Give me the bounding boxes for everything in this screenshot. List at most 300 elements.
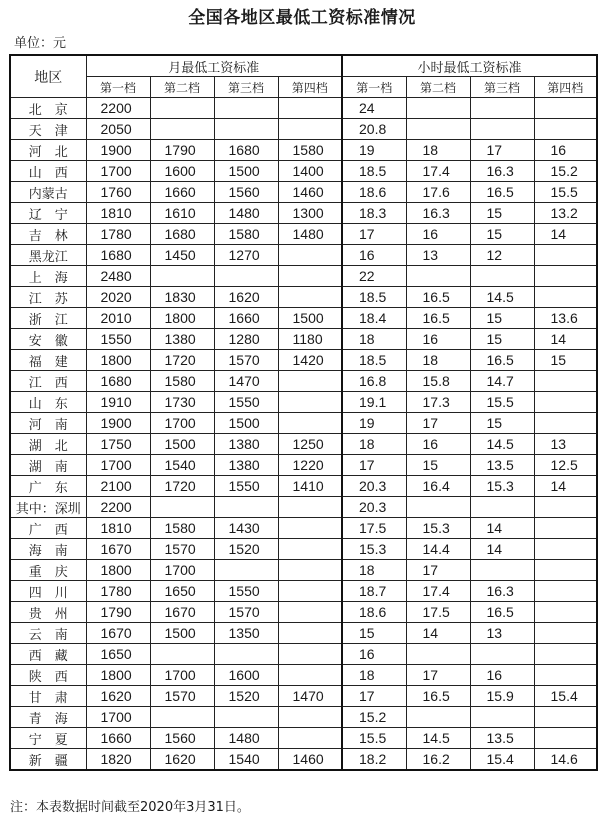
region-cell: 广 东 xyxy=(10,476,86,497)
hourly-tier-4-cell xyxy=(534,413,597,434)
hourly-tier-1-cell: 17 xyxy=(342,224,406,245)
table-row xyxy=(10,644,597,665)
region-cell: 天 津 xyxy=(10,119,86,140)
monthly-tier-4-cell: 1420 xyxy=(278,350,342,371)
hourly-tier-3-cell: 15.9 xyxy=(470,686,534,707)
hourly-tier-3-cell: 16.5 xyxy=(470,182,534,203)
monthly-tier-1-cell: 1910 xyxy=(86,392,150,413)
hourly-tier-3-cell: 16.5 xyxy=(470,602,534,623)
table-row xyxy=(10,98,597,119)
hourly-tier-1-cell: 18 xyxy=(342,434,406,455)
monthly-tier-1-cell: 1650 xyxy=(86,644,150,665)
hourly-tier-2-cell: 16 xyxy=(406,224,470,245)
table-row xyxy=(10,749,597,771)
monthly-tier-1-cell: 1680 xyxy=(86,371,150,392)
region-cell: 青 海 xyxy=(10,707,86,728)
monthly-tier-4-cell: 1500 xyxy=(278,308,342,329)
monthly-tier-1-cell: 2010 xyxy=(86,308,150,329)
monthly-tier-2-cell: 1790 xyxy=(150,140,214,161)
hourly-tier-1-cell: 20.3 xyxy=(342,476,406,497)
monthly-tier-2-cell xyxy=(150,707,214,728)
hourly-tier-1-cell: 18.5 xyxy=(342,350,406,371)
region-cell: 甘 肃 xyxy=(10,686,86,707)
hourly-tier-4-cell: 13.2 xyxy=(534,203,597,224)
hourly-tier-4-cell: 13.6 xyxy=(534,308,597,329)
monthly-tier-1-cell: 1810 xyxy=(86,518,150,539)
region-cell: 湖 北 xyxy=(10,434,86,455)
hourly-tier-2-header: 第二档 xyxy=(406,77,470,98)
monthly-tier-3-cell xyxy=(214,497,278,518)
hourly-tier-1-cell: 15.5 xyxy=(342,728,406,749)
monthly-tier-3-cell: 1660 xyxy=(214,308,278,329)
hourly-tier-2-cell xyxy=(406,497,470,518)
hourly-tier-4-cell: 15.5 xyxy=(534,182,597,203)
table-row xyxy=(10,329,597,350)
monthly-tier-2-cell: 1500 xyxy=(150,434,214,455)
monthly-tier-3-cell xyxy=(214,98,278,119)
monthly-tier-3-cell: 1550 xyxy=(214,476,278,497)
hourly-tier-2-cell: 15 xyxy=(406,455,470,476)
monthly-tier-3-cell: 1520 xyxy=(214,539,278,560)
monthly-tier-4-cell: 1470 xyxy=(278,686,342,707)
table-row xyxy=(10,686,597,707)
region-cell: 山 西 xyxy=(10,161,86,182)
hourly-tier-4-cell xyxy=(534,245,597,266)
region-cell: 湖 南 xyxy=(10,455,86,476)
region-cell: 陕 西 xyxy=(10,665,86,686)
table-row xyxy=(10,350,597,371)
hourly-tier-1-cell: 19.1 xyxy=(342,392,406,413)
table-row xyxy=(10,434,597,455)
hourly-tier-4-cell xyxy=(534,707,597,728)
hourly-tier-4-cell: 14 xyxy=(534,476,597,497)
monthly-tier-2-cell xyxy=(150,266,214,287)
monthly-tier-2-cell: 1560 xyxy=(150,728,214,749)
hourly-tier-2-cell: 16 xyxy=(406,434,470,455)
hourly-tier-2-cell xyxy=(406,707,470,728)
hourly-tier-3-cell: 14 xyxy=(470,518,534,539)
monthly-tier-4-cell: 1180 xyxy=(278,329,342,350)
region-cell: 上 海 xyxy=(10,266,86,287)
hourly-tier-1-cell: 18.5 xyxy=(342,161,406,182)
monthly-tier-2-cell xyxy=(150,119,214,140)
monthly-tier-1-cell: 1670 xyxy=(86,539,150,560)
region-cell: 安 徽 xyxy=(10,329,86,350)
monthly-tier-2-cell: 1680 xyxy=(150,224,214,245)
monthly-tier-1-cell: 2200 xyxy=(86,497,150,518)
hourly-tier-3-cell: 16.5 xyxy=(470,350,534,371)
hourly-tier-1-cell: 18.6 xyxy=(342,602,406,623)
table-row xyxy=(10,203,597,224)
monthly-tier-2-cell xyxy=(150,497,214,518)
monthly-tier-2-cell: 1700 xyxy=(150,665,214,686)
monthly-tier-3-cell xyxy=(214,707,278,728)
monthly-tier-4-cell xyxy=(278,707,342,728)
hourly-tier-1-cell: 20.3 xyxy=(342,497,406,518)
monthly-tier-3-cell: 1680 xyxy=(214,140,278,161)
monthly-tier-4-cell xyxy=(278,371,342,392)
region-cell: 宁 夏 xyxy=(10,728,86,749)
monthly-tier-1-cell: 1820 xyxy=(86,749,150,771)
monthly-tier-3-header: 第三档 xyxy=(214,77,278,98)
monthly-tier-1-cell: 1780 xyxy=(86,224,150,245)
monthly-tier-3-cell xyxy=(214,560,278,581)
monthly-tier-4-cell xyxy=(278,728,342,749)
region-cell: 云 南 xyxy=(10,623,86,644)
hourly-tier-4-cell xyxy=(534,623,597,644)
hourly-tier-4-cell xyxy=(534,497,597,518)
monthly-tier-2-cell: 1650 xyxy=(150,581,214,602)
monthly-tier-4-cell xyxy=(278,119,342,140)
hourly-tier-4-header: 第四档 xyxy=(534,77,597,98)
hourly-tier-2-cell: 18 xyxy=(406,350,470,371)
hourly-tier-3-header: 第三档 xyxy=(470,77,534,98)
hourly-tier-1-cell: 24 xyxy=(342,98,406,119)
monthly-tier-3-cell: 1570 xyxy=(214,602,278,623)
hourly-tier-1-cell: 19 xyxy=(342,140,406,161)
monthly-tier-4-cell: 1300 xyxy=(278,203,342,224)
region-cell: 江 西 xyxy=(10,371,86,392)
table-body xyxy=(10,98,597,771)
monthly-tier-2-cell: 1730 xyxy=(150,392,214,413)
monthly-tier-4-cell xyxy=(278,518,342,539)
hourly-tier-2-cell: 17 xyxy=(406,413,470,434)
monthly-tier-2-cell: 1670 xyxy=(150,602,214,623)
hourly-tier-4-cell xyxy=(534,665,597,686)
table-row xyxy=(10,665,597,686)
hourly-tier-4-cell: 12.5 xyxy=(534,455,597,476)
hourly-tier-2-cell xyxy=(406,119,470,140)
monthly-tier-4-cell: 1410 xyxy=(278,476,342,497)
hourly-tier-2-cell: 14 xyxy=(406,623,470,644)
table-row xyxy=(10,266,597,287)
hourly-tier-2-cell: 14.4 xyxy=(406,539,470,560)
hourly-tier-4-cell xyxy=(534,728,597,749)
monthly-tier-4-cell xyxy=(278,665,342,686)
hourly-tier-2-cell: 16.2 xyxy=(406,749,470,771)
hourly-tier-1-cell: 18.4 xyxy=(342,308,406,329)
hourly-tier-4-cell: 15 xyxy=(534,350,597,371)
region-cell: 河 北 xyxy=(10,140,86,161)
monthly-tier-4-cell xyxy=(278,98,342,119)
hourly-tier-3-cell: 13.5 xyxy=(470,455,534,476)
table-row xyxy=(10,119,597,140)
unit-label: 单位：元 xyxy=(14,36,67,51)
table-row xyxy=(10,182,597,203)
monthly-tier-4-cell xyxy=(278,392,342,413)
monthly-tier-4-cell: 1220 xyxy=(278,455,342,476)
hourly-tier-2-cell xyxy=(406,266,470,287)
monthly-tier-4-cell xyxy=(278,497,342,518)
region-cell: 海 南 xyxy=(10,539,86,560)
hourly-tier-4-cell: 15.4 xyxy=(534,686,597,707)
region-cell: 其中：深圳 xyxy=(10,497,86,518)
hourly-tier-3-cell: 15 xyxy=(470,203,534,224)
hourly-tier-4-cell xyxy=(534,518,597,539)
wage-table xyxy=(9,54,598,771)
hourly-tier-4-cell xyxy=(534,602,597,623)
monthly-tier-3-cell: 1280 xyxy=(214,329,278,350)
monthly-tier-1-cell: 1700 xyxy=(86,455,150,476)
hourly-tier-1-cell: 18 xyxy=(342,665,406,686)
hourly-tier-3-cell: 15 xyxy=(470,413,534,434)
region-cell: 山 东 xyxy=(10,392,86,413)
hourly-tier-3-cell: 15 xyxy=(470,224,534,245)
monthly-header: 月最低工资标准 xyxy=(86,55,342,77)
table-row xyxy=(10,476,597,497)
hourly-tier-4-cell xyxy=(534,287,597,308)
monthly-tier-1-header: 第一档 xyxy=(86,77,150,98)
hourly-tier-2-cell: 16.5 xyxy=(406,308,470,329)
table-row xyxy=(10,392,597,413)
monthly-tier-2-cell: 1800 xyxy=(150,308,214,329)
monthly-tier-1-cell: 2200 xyxy=(86,98,150,119)
hourly-tier-1-cell: 18 xyxy=(342,560,406,581)
table-row xyxy=(10,455,597,476)
hourly-tier-1-cell: 17 xyxy=(342,686,406,707)
monthly-tier-3-cell: 1560 xyxy=(214,182,278,203)
hourly-tier-2-cell: 13 xyxy=(406,245,470,266)
monthly-tier-3-cell: 1380 xyxy=(214,455,278,476)
table-row xyxy=(10,518,597,539)
table-row xyxy=(10,308,597,329)
hourly-tier-4-cell: 13 xyxy=(534,434,597,455)
hourly-tier-2-cell: 16.5 xyxy=(406,287,470,308)
hourly-tier-2-cell: 18 xyxy=(406,140,470,161)
hourly-tier-3-cell xyxy=(470,119,534,140)
hourly-tier-3-cell: 17 xyxy=(470,140,534,161)
monthly-tier-3-cell: 1620 xyxy=(214,287,278,308)
hourly-header: 小时最低工资标准 xyxy=(342,55,597,77)
region-cell: 新 疆 xyxy=(10,749,86,771)
monthly-tier-2-cell: 1380 xyxy=(150,329,214,350)
monthly-tier-4-cell: 1460 xyxy=(278,182,342,203)
hourly-tier-4-cell xyxy=(534,371,597,392)
hourly-tier-2-cell: 17.4 xyxy=(406,161,470,182)
monthly-tier-4-cell xyxy=(278,266,342,287)
monthly-tier-4-cell: 1580 xyxy=(278,140,342,161)
region-cell: 西 藏 xyxy=(10,644,86,665)
monthly-tier-3-cell: 1580 xyxy=(214,224,278,245)
hourly-tier-3-cell: 15.4 xyxy=(470,749,534,771)
table-row xyxy=(10,287,597,308)
monthly-tier-1-cell: 1700 xyxy=(86,161,150,182)
monthly-tier-1-cell: 1780 xyxy=(86,581,150,602)
hourly-tier-3-cell: 13 xyxy=(470,623,534,644)
region-cell: 广 西 xyxy=(10,518,86,539)
monthly-tier-4-cell xyxy=(278,560,342,581)
hourly-tier-4-cell xyxy=(534,539,597,560)
monthly-tier-3-cell: 1520 xyxy=(214,686,278,707)
hourly-tier-4-cell: 15.2 xyxy=(534,161,597,182)
monthly-tier-4-cell: 1250 xyxy=(278,434,342,455)
monthly-tier-2-cell xyxy=(150,644,214,665)
hourly-tier-4-cell: 14 xyxy=(534,329,597,350)
monthly-tier-1-cell: 2020 xyxy=(86,287,150,308)
hourly-tier-4-cell xyxy=(534,581,597,602)
hourly-tier-2-cell: 17 xyxy=(406,665,470,686)
monthly-tier-2-cell: 1620 xyxy=(150,749,214,771)
hourly-tier-1-cell: 18.7 xyxy=(342,581,406,602)
hourly-tier-2-cell: 16.3 xyxy=(406,203,470,224)
hourly-tier-2-cell: 17.4 xyxy=(406,581,470,602)
monthly-tier-3-cell: 1480 xyxy=(214,203,278,224)
hourly-tier-1-cell: 18.2 xyxy=(342,749,406,771)
table-row xyxy=(10,140,597,161)
monthly-tier-3-cell xyxy=(214,266,278,287)
hourly-tier-2-cell: 16.5 xyxy=(406,686,470,707)
table-row xyxy=(10,728,597,749)
monthly-tier-2-cell: 1500 xyxy=(150,623,214,644)
monthly-tier-1-cell: 1810 xyxy=(86,203,150,224)
monthly-tier-4-cell xyxy=(278,539,342,560)
monthly-tier-3-cell: 1540 xyxy=(214,749,278,771)
hourly-tier-3-cell xyxy=(470,560,534,581)
hourly-tier-4-cell xyxy=(534,644,597,665)
region-cell: 江 苏 xyxy=(10,287,86,308)
monthly-tier-1-cell: 1680 xyxy=(86,245,150,266)
monthly-tier-1-cell: 1700 xyxy=(86,707,150,728)
monthly-tier-2-cell: 1700 xyxy=(150,413,214,434)
monthly-tier-3-cell: 1500 xyxy=(214,161,278,182)
monthly-tier-1-cell: 1760 xyxy=(86,182,150,203)
monthly-tier-4-cell: 1460 xyxy=(278,749,342,771)
hourly-tier-3-cell: 12 xyxy=(470,245,534,266)
hourly-tier-4-cell: 14.6 xyxy=(534,749,597,771)
hourly-tier-2-cell: 15.8 xyxy=(406,371,470,392)
hourly-tier-2-cell xyxy=(406,98,470,119)
region-cell: 四 川 xyxy=(10,581,86,602)
table-row xyxy=(10,413,597,434)
hourly-tier-4-cell xyxy=(534,98,597,119)
monthly-tier-1-cell: 1620 xyxy=(86,686,150,707)
monthly-tier-2-cell: 1600 xyxy=(150,161,214,182)
monthly-tier-3-cell: 1350 xyxy=(214,623,278,644)
monthly-tier-2-cell: 1660 xyxy=(150,182,214,203)
monthly-tier-1-cell: 1550 xyxy=(86,329,150,350)
monthly-tier-1-cell: 1900 xyxy=(86,413,150,434)
hourly-tier-1-cell: 15 xyxy=(342,623,406,644)
hourly-tier-1-cell: 19 xyxy=(342,413,406,434)
monthly-tier-4-cell: 1480 xyxy=(278,224,342,245)
monthly-tier-3-cell: 1550 xyxy=(214,581,278,602)
footnote: 注：本表数据时间截至2020年3月31日。 xyxy=(10,800,250,815)
hourly-tier-1-cell: 16.8 xyxy=(342,371,406,392)
hourly-tier-2-cell: 17.5 xyxy=(406,602,470,623)
region-cell: 重 庆 xyxy=(10,560,86,581)
table-row xyxy=(10,245,597,266)
hourly-tier-4-cell xyxy=(534,560,597,581)
monthly-tier-3-cell: 1380 xyxy=(214,434,278,455)
region-cell: 内蒙古 xyxy=(10,182,86,203)
monthly-tier-2-cell: 1580 xyxy=(150,371,214,392)
hourly-tier-2-cell: 16 xyxy=(406,329,470,350)
hourly-tier-3-cell: 14.7 xyxy=(470,371,534,392)
table-row xyxy=(10,602,597,623)
hourly-tier-3-cell: 15 xyxy=(470,329,534,350)
monthly-tier-3-cell: 1600 xyxy=(214,665,278,686)
monthly-tier-1-cell: 1790 xyxy=(86,602,150,623)
monthly-tier-4-cell xyxy=(278,245,342,266)
monthly-tier-2-cell: 1720 xyxy=(150,476,214,497)
hourly-tier-1-cell: 16 xyxy=(342,644,406,665)
region-cell: 吉 林 xyxy=(10,224,86,245)
monthly-tier-1-cell: 1670 xyxy=(86,623,150,644)
monthly-tier-4-cell xyxy=(278,644,342,665)
monthly-tier-2-cell: 1570 xyxy=(150,539,214,560)
region-cell: 浙 江 xyxy=(10,308,86,329)
hourly-tier-3-cell: 16 xyxy=(470,665,534,686)
monthly-tier-3-cell: 1500 xyxy=(214,413,278,434)
monthly-tier-1-cell: 2480 xyxy=(86,266,150,287)
hourly-tier-4-cell xyxy=(534,119,597,140)
monthly-tier-2-cell: 1450 xyxy=(150,245,214,266)
monthly-tier-2-cell: 1700 xyxy=(150,560,214,581)
hourly-tier-3-cell: 15.5 xyxy=(470,392,534,413)
hourly-tier-3-cell: 15.3 xyxy=(470,476,534,497)
region-cell: 贵 州 xyxy=(10,602,86,623)
hourly-tier-3-cell: 16.3 xyxy=(470,161,534,182)
hourly-tier-2-cell: 17.6 xyxy=(406,182,470,203)
monthly-tier-3-cell: 1270 xyxy=(214,245,278,266)
monthly-tier-4-cell: 1400 xyxy=(278,161,342,182)
monthly-tier-1-cell: 2050 xyxy=(86,119,150,140)
hourly-tier-1-cell: 18.3 xyxy=(342,203,406,224)
table-row xyxy=(10,371,597,392)
monthly-tier-1-cell: 1800 xyxy=(86,560,150,581)
monthly-tier-3-cell: 1480 xyxy=(214,728,278,749)
monthly-tier-1-cell: 1800 xyxy=(86,350,150,371)
hourly-tier-2-cell: 16.4 xyxy=(406,476,470,497)
hourly-tier-1-cell: 20.8 xyxy=(342,119,406,140)
hourly-tier-2-cell xyxy=(406,644,470,665)
hourly-tier-3-cell: 13.5 xyxy=(470,728,534,749)
table-row xyxy=(10,539,597,560)
monthly-tier-3-cell: 1470 xyxy=(214,371,278,392)
hourly-tier-3-cell: 16.3 xyxy=(470,581,534,602)
hourly-tier-3-cell xyxy=(470,98,534,119)
table-row xyxy=(10,161,597,182)
monthly-tier-2-cell: 1830 xyxy=(150,287,214,308)
monthly-tier-4-cell xyxy=(278,413,342,434)
hourly-tier-2-cell: 17 xyxy=(406,560,470,581)
hourly-tier-1-header: 第一档 xyxy=(342,77,406,98)
table-row xyxy=(10,623,597,644)
monthly-tier-4-cell xyxy=(278,287,342,308)
hourly-tier-4-cell: 14 xyxy=(534,224,597,245)
monthly-tier-3-cell xyxy=(214,119,278,140)
monthly-tier-1-cell: 1660 xyxy=(86,728,150,749)
hourly-tier-3-cell: 15 xyxy=(470,308,534,329)
hourly-tier-1-cell: 15.3 xyxy=(342,539,406,560)
monthly-tier-4-header: 第四档 xyxy=(278,77,342,98)
monthly-tier-1-cell: 1800 xyxy=(86,665,150,686)
monthly-tier-2-cell xyxy=(150,98,214,119)
monthly-tier-3-cell: 1550 xyxy=(214,392,278,413)
monthly-tier-2-cell: 1570 xyxy=(150,686,214,707)
hourly-tier-1-cell: 18.5 xyxy=(342,287,406,308)
hourly-tier-3-cell xyxy=(470,497,534,518)
hourly-tier-2-cell: 17.3 xyxy=(406,392,470,413)
monthly-tier-2-cell: 1580 xyxy=(150,518,214,539)
hourly-tier-4-cell xyxy=(534,266,597,287)
table-row xyxy=(10,224,597,245)
monthly-tier-4-cell xyxy=(278,623,342,644)
monthly-tier-2-cell: 1720 xyxy=(150,350,214,371)
hourly-tier-2-cell: 14.5 xyxy=(406,728,470,749)
hourly-tier-4-cell: 16 xyxy=(534,140,597,161)
area-header: 地区 xyxy=(10,55,86,98)
